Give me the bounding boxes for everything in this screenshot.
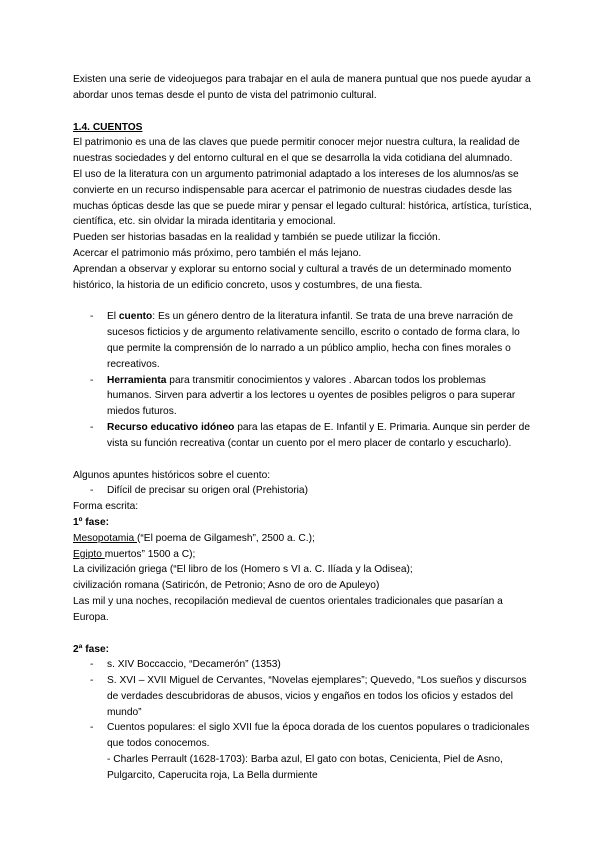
section-title: 1.4. CUENTOS (73, 121, 143, 133)
phase1-title: 1º fase: (73, 516, 109, 528)
document-page (73, 72, 533, 784)
roman-line: civilización romana (Satiricón, de Petronio; Asno de oro de Apuleyo) (73, 580, 380, 592)
egypt-line: Egipto muertos” 1500 a C); (73, 548, 196, 560)
dash-marker: - (90, 311, 94, 323)
arabian-line: Las mil y una noches, recopilación medieval de cuentos orientales tradicionales que pasarían a Europa. (73, 595, 503, 623)
phase2-list (73, 657, 533, 783)
dash-marker: - (90, 374, 94, 386)
paragraph: Acercar el patrimonio más próximo, pero también el más lejano. (73, 247, 362, 259)
dash-marker: - (90, 485, 94, 497)
history-intro: Algunos apuntes históricos sobre el cuento: (73, 469, 271, 481)
intro-paragraph: Existen una serie de videojuegos para trabajar en el aula de manera puntual que nos puede ayudar a abordar unos temas desde el punto de vista del patrimonio cultural. (73, 74, 531, 101)
dash-marker: - (90, 659, 94, 671)
dash-marker: - (90, 675, 94, 687)
list-item: - Difícil de precisar su origen oral (Prehistoria) (73, 483, 533, 499)
list-item: - El cuento: Es un género dentro de la literatura infantil. Se trata de una breve narración de sucesos ficticios y de argumento relativamente sencillo, escrito o contado de forma clara, lo que permite la comprensión de lo narrado a un público amplio, hecha con fines morales o recreativos. (90, 311, 520, 370)
dash-marker: - (90, 421, 94, 433)
written-form-label: Forma escrita: (73, 501, 139, 513)
paragraph: Aprendan a observar y explorar su entorno social y cultural a través de un determinado momento histórico, la historia de un edificio concreto, usos y costumbres, de una fiesta. (73, 263, 512, 291)
perrault-sub-item: - Charles Perrault (1628-1703): Barba azul, El gato con botas, Cenicienta, Piel de Asno, Pulgarcito, Caperucita roja, La Bella durmiente (107, 754, 503, 781)
mesopotamia-line: Mesopotamia (“El poema de Gilgamesh”, 2500 a. C.); (73, 532, 315, 544)
list-item: - s. XIV Boccaccio, “Decamerón” (1353) (73, 657, 533, 673)
phase2-title: 2ª fase: (73, 643, 110, 655)
cuento-bullet-list (73, 309, 533, 451)
list-item: - S. XVI – XVII Miguel de Cervantes, “Novelas ejemplares”; Quevedo, “Los sueños y discursos de verdades descubridoras de abusos, vicios y engaños en todos los oficios y estados del mundo” (90, 675, 527, 718)
list-item: - Herramienta para transmitir conocimientos y valores . Abarcan todos los problemas humanos. Sirven para advertir a los lectores u oyentes de posibles peligros o para superar miedos futuros. (90, 374, 516, 418)
paragraph: Pueden ser historias basadas en la realidad y también se puede utilizar la ficción. (73, 232, 441, 244)
list-item: - Cuentos populares: el siglo XVII fue la época dorada de los cuentos populares o tradicionales que todos conocemos. - Charles Perrault (1628-1703): Barba azul, El gato con botas, Cenicienta, Piel de Asno, Pulgarcito, Caperucita roja, La Bella durmiente (73, 720, 533, 783)
paragraph: El patrimonio es una de las claves que puede permitir conocer mejor nuestra cultura, la realidad de nuestras sociedades y del entorno cultural en el que se desarrolla la vida cotidiana del alumnado. (73, 137, 520, 165)
dash-marker: - (90, 722, 94, 734)
paragraph: El uso de la literatura con un argumento patrimonial adaptado a los intereses de los alumnos/as se convierte en un recurso indispensable para acercar el patrimonio de nuestras ciudades desde las muchas ópticas desde las que se puede mirar y pensar el legado cultural: histórica, artística, turística, científica, etc. sin olvidar la mirada identitaria y emocional. (73, 168, 532, 228)
greek-line: La civilización griega (“El libro de los (Homero s VI a. C. Ilíada y la Odisea); (73, 564, 413, 576)
list-item: - Recurso educativo idóneo para las etapas de E. Infantil y E. Primaria. Aunque sin perder de vista su función recreativa (contar un cuento por el mero placer de contarlo y escucharlo). (90, 421, 530, 449)
